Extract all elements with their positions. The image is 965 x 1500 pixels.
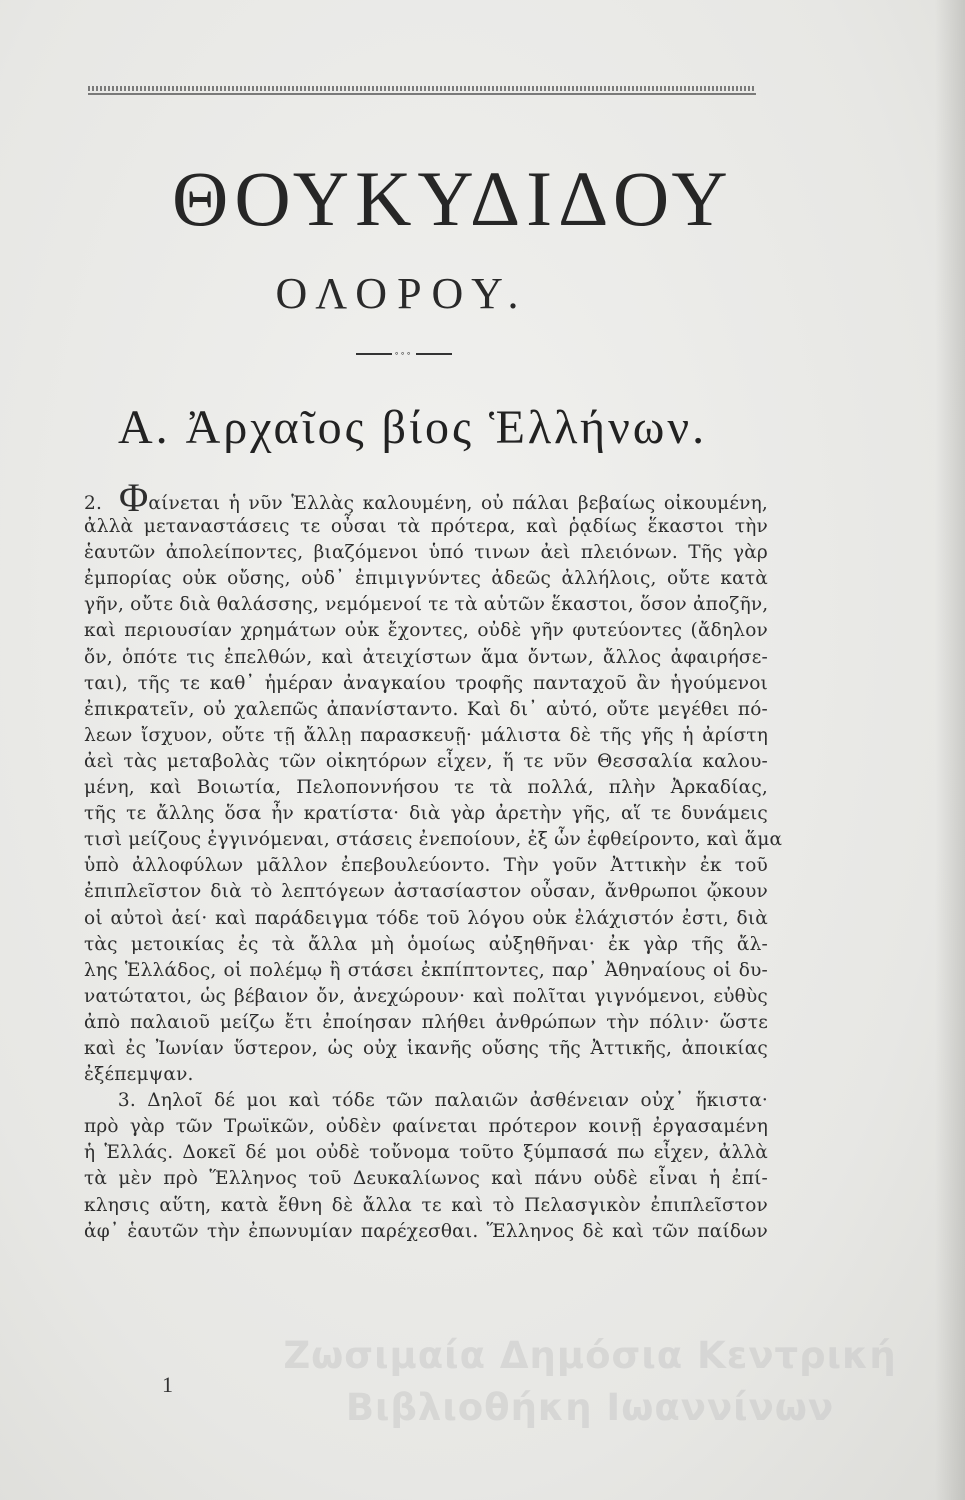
text-line: ἐμπορίας οὐκ οὔσης, οὐδ᾽ ἐπιμιγνύντες ἀδεῶς ἀλλήλοις, οὔτε κατὰ (84, 568, 768, 590)
page-edge-shadow (935, 0, 965, 1500)
text-line: ἀφ᾽ ἑαυτῶν τὴν ἐπωνυμίαν παρέχεσθαι. Ἕλληνος δὲ καὶ τῶν παίδων (84, 1220, 768, 1242)
watermark-line: Βιβλιοθήκη Ιωαννίνων (345, 1386, 835, 1429)
text-line: ἐπικρατεῖν, οὐ χαλεπῶς ἀπανίσταντο. Καὶ δι᾽ αὐτό, οὔτε μεγέθει πό- (84, 698, 768, 720)
drop-capital: Φ (118, 475, 149, 520)
text-line: 2. Φαίνεται ἡ νῦν Ἑλλὰς καλουμένη, οὐ πάλαι βεβαίως οἰκουμένη, (84, 475, 768, 520)
text-line: τισὶ μείζους ἐγγινόμεναι, στάσεις ἐνεποίουν, ἐξ ὧν ἐφθείροντο, καὶ ἅμα (84, 829, 783, 851)
text-line: καὶ ἐς Ἰωνίαν ὕστερον, ὡς οὐχ ἱκανῆς οὔσης τῆς Ἀττικῆς, ἀποικίας (84, 1037, 768, 1059)
text-line: ἐπιπλεῖστον διὰ τὸ λεπτόγεων ἀστασίαστον οὖσαν, ἄνθρωποι ᾤκουν (84, 881, 768, 903)
text-line: λης Ἑλλάδος, οἱ πολέμῳ ἢ στάσει ἐκπίπτοντες, παρ᾽ Ἀθηναίους οἱ δυ- (84, 959, 768, 981)
text-line: 3. Δηλοῖ δέ μοι καὶ τόδε τῶν παλαιῶν ἀσθένειαν οὐχ᾽ ἥκιστα· (117, 1090, 768, 1112)
text-line: τὰς μετοικίας ἐς τὰ ἄλλα μὴ ὁμοίως αὐξηθῆναι· ἐκ γὰρ τῆς ἄλ- (84, 933, 768, 955)
text-line: ἑαυτῶν ἀπολείποντες, βιαζόμενοι ὑπό τινων ἀεὶ πλειόνων. Τῆς γὰρ (84, 542, 768, 564)
text-line: ἡ Ἑλλάς. Δοκεῖ δέ μοι οὐδὲ τοὔνομα τοῦτο ξύμπασά πω εἶχεν, ἀλλὰ (84, 1142, 768, 1164)
text-line: λεων ἴσχυον, οὔτε τῇ ἄλλῃ παρασκευῇ· μάλιστα δὲ τῆς γῆς ἡ ἀρίστη (84, 724, 768, 746)
text-line: ται), τῆς τε καθ᾽ ἡμέραν ἀναγκαίου τροφῆς πανταχοῦ ἂν ἡγούμενοι (84, 672, 768, 694)
page-number: 1 (162, 1372, 173, 1397)
text-line: πρὸ γὰρ τῶν Τρωϊκῶν, οὐδὲν φαίνεται πρότερον κοινῇ ἐργασαμένη (84, 1116, 768, 1138)
library-watermark (240, 1330, 940, 1434)
text-line: οἱ αὐτοὶ ἀεί· καὶ παράδειγμα τόδε τοῦ λόγου οὐκ ἐλάχιστόν ἐστι, διὰ (84, 907, 768, 929)
title-divider (356, 351, 452, 357)
text-line: ἀεὶ τὰς μεταβολὰς τῶν οἰκητόρων εἶχεν, ἥ τε νῦν Θεσσαλία καλου- (84, 750, 768, 772)
text-line: ἐξέπεμψαν. (84, 1064, 194, 1086)
divider-ornament: ∘∘∘ (394, 349, 413, 358)
paragraph-number: 2. (84, 493, 103, 514)
page-subtitle: ΟΛΟΡΟΥ. (275, 269, 529, 318)
text-line: γῆν, οὔτε διὰ θαλάσσης, νεμόμενοί τε τὰ αὑτῶν ἕκαστοι, ὅσον ἀποζῆν, (84, 594, 769, 616)
text-line: ὄν, ὁπότε τις ἐπελθών, καὶ ἀτειχίστων ἅμα ὄντων, ἄλλος ἀφαιρήσε- (84, 646, 768, 668)
section-heading: Α. Ἀρχαῖος βίος Ἑλλήνων. (118, 401, 708, 454)
paragraph-number: 3. (117, 1090, 136, 1112)
text-line: καὶ περιουσίαν χρημάτων οὐκ ἔχοντες, οὐδὲ γῆν φυτεύοντες (ἄδηλον (84, 620, 768, 642)
text-line: ὑπὸ ἀλλοφύλων μᾶλλον ἐπεβουλεύοντο. Τὴν γοῦν Ἀττικὴν ἐκ τοῦ (84, 855, 768, 877)
text-body (84, 475, 783, 1245)
text-line: τῆς τε ἄλλης ὅσα ἦν κρατίστα· διὰ γὰρ ἀρετὴν γῆς, αἵ τε δυνάμεις (84, 803, 768, 825)
text-line: ἀπὸ παλαιοῦ μείζω ἔτι ἐποίησαν πλήθει ἀνθρώπων τὴν πόλιν· ὥστε (84, 1011, 768, 1033)
text-line: ἀλλὰ μεταναστάσεις τε οὖσαι τὰ πρότερα, καὶ ῥᾳδίως ἕκαστοι τὴν (84, 516, 768, 538)
ornamental-header-rule (88, 86, 756, 96)
text-line: κλησις αὕτη, κατὰ ἔθνη δὲ ἄλλα τε καὶ τὸ Πελασγικὸν ἐπιπλεῖστον (84, 1194, 768, 1216)
text-line: νατώτατοι, ὡς βέβαιον ὄν, ἀνεχώρουν· καὶ πολῖται γιγνόμενοι, εὐθὺς (84, 985, 768, 1007)
text-line: τὰ μὲν πρὸ Ἕλληνος τοῦ Δευκαλίωνος καὶ πάνυ οὐδὲ εἶναι ἡ ἐπί- (84, 1168, 768, 1190)
watermark-line: Ζωσιμαία Δημόσια Κεντρική (283, 1334, 897, 1377)
page-title: ΘΟΥΚΥΔΙΔΟΥ (172, 155, 734, 242)
text-line: μένη, καὶ Βοιωτία, Πελοποννήσου τε τὰ πολλά, πλὴν Ἀρκαδίας, (84, 777, 768, 799)
